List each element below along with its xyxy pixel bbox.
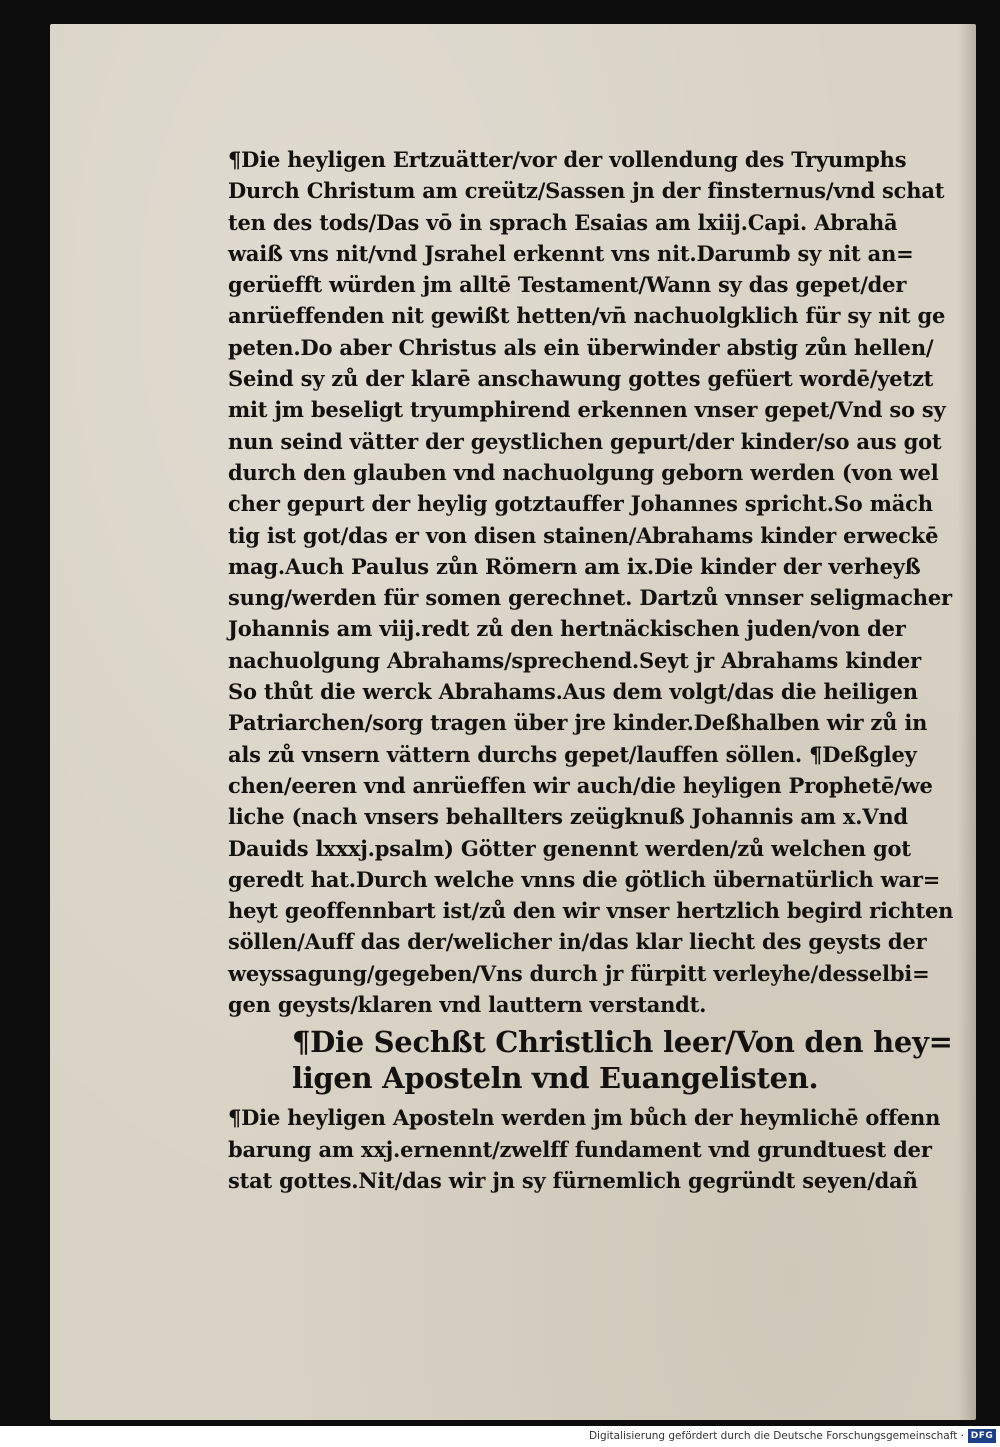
- text-line: mit jm beseligt tryumphirend erkennen vnser gepet/Vnd so sy: [228, 397, 946, 423]
- text-line: söllen/Auff das der/welicher in/das klar liecht des geysts der: [228, 929, 927, 955]
- text-line: peten.Do aber Christus als ein überwinder abstig zůn hellen/: [228, 334, 934, 360]
- text-line: chen/eeren vnd anrüeffen wir auch/die heyligen Prophetē/we: [228, 772, 933, 798]
- text-line: heyt geoffennbart ist/zů den wir vnser hertzlich begird richten: [228, 898, 954, 924]
- text-line: ten des tods/Das vō in sprach Esaias am lxiij.Capi. Abrahā: [228, 209, 898, 235]
- text-line: durch den glauben vnd nachuolgung geborn werden (von wel: [228, 459, 939, 485]
- text-line: nun seind vätter der geystlichen gepurt/der kinder/so aus got: [228, 428, 942, 454]
- dfg-logo-icon: DFG: [968, 1429, 996, 1443]
- section-heading-line: ¶Die Sechßt Christlich leer/Von den hey=: [292, 1025, 953, 1060]
- text-line: nachuolgung Abrahams/sprechend.Seyt jr Abrahams kinder: [228, 647, 921, 673]
- text-line: gen geysts/klaren vnd lauttern verstandt.: [228, 992, 707, 1018]
- text-line: stat gottes.Nit/das wir jn sy fürnemlich gegründt seyen/dañ: [228, 1167, 918, 1193]
- text-line: ¶Die heyligen Ertzuätter/vor der vollendung des Tryumphs: [228, 147, 907, 172]
- footer-bar: [0, 1426, 1000, 1447]
- text-line: weyssagung/gegeben/Vns durch jr fürpitt verleyhe/desselbi=: [228, 960, 930, 986]
- text-line: ¶Die heyligen Aposteln werden jm bůch der heymlichē offenn: [228, 1105, 941, 1131]
- text-line: waiß vns nit/vnd Jsrahel erkennt vns nit.Darumb sy nit an=: [228, 240, 914, 266]
- text-line: cher gepurt der heylig gotztauffer Johannes spricht.So mäch: [228, 491, 933, 517]
- text-line: So thůt die werck Abrahams.Aus dem volgt/das die heiligen: [228, 679, 918, 705]
- text-line: barung am xxj.ernennt/zwelff fundament vnd grundtuest der: [228, 1136, 932, 1162]
- text-line: geredt hat.Durch welche vnns die götlich übernatürlich war=: [228, 866, 941, 892]
- text-block: [228, 144, 968, 1196]
- text-line: Johannis am viij.redt zů den hertnäckischen juden/von der: [228, 616, 906, 642]
- text-line: Patriarchen/sorg tragen über jre kinder.Deßhalben wir zů in: [228, 710, 928, 736]
- text-line: sung/werden für somen gerechnet. Dartzů vnnser seligmacher: [228, 585, 952, 611]
- text-line: Dauids lxxxj.psalm) Götter genennt werden/zů welchen got: [228, 835, 911, 861]
- text-line: tig ist got/das er von disen stainen/Abrahams kinder erweckē: [228, 522, 939, 548]
- text-line: als zů vnsern vättern durchs gepet/lauffen söllen. ¶Deßgley: [228, 741, 917, 767]
- book-page: [50, 24, 976, 1420]
- text-line: mag.Auch Paulus zůn Römern am ix.Die kinder der verheyß: [228, 553, 921, 579]
- text-line: gerüefft würden jm alltē Testament/Wann sy das gepet/der: [228, 272, 907, 298]
- text-line: anrüeffenden nit gewißt hetten/vn̄ nachuolgklich für sy nit ge: [228, 303, 946, 329]
- text-line: Durch Christum am creütz/Sassen jn der finsternus/vnd schat: [228, 178, 945, 204]
- text-line: Seind sy zů der klarē anschawung gottes gefüert wordē/yetzt: [228, 366, 934, 392]
- text-line: liche (nach vnsers behallters zeügknuß Johannis am x.Vnd: [228, 804, 908, 830]
- section-heading-line: ligen Aposteln vnd Euangelisten.: [292, 1061, 819, 1096]
- funding-credit: Digitalisierung gefördert durch die Deutsche Forschungsgemeinschaft ·: [588, 1430, 964, 1442]
